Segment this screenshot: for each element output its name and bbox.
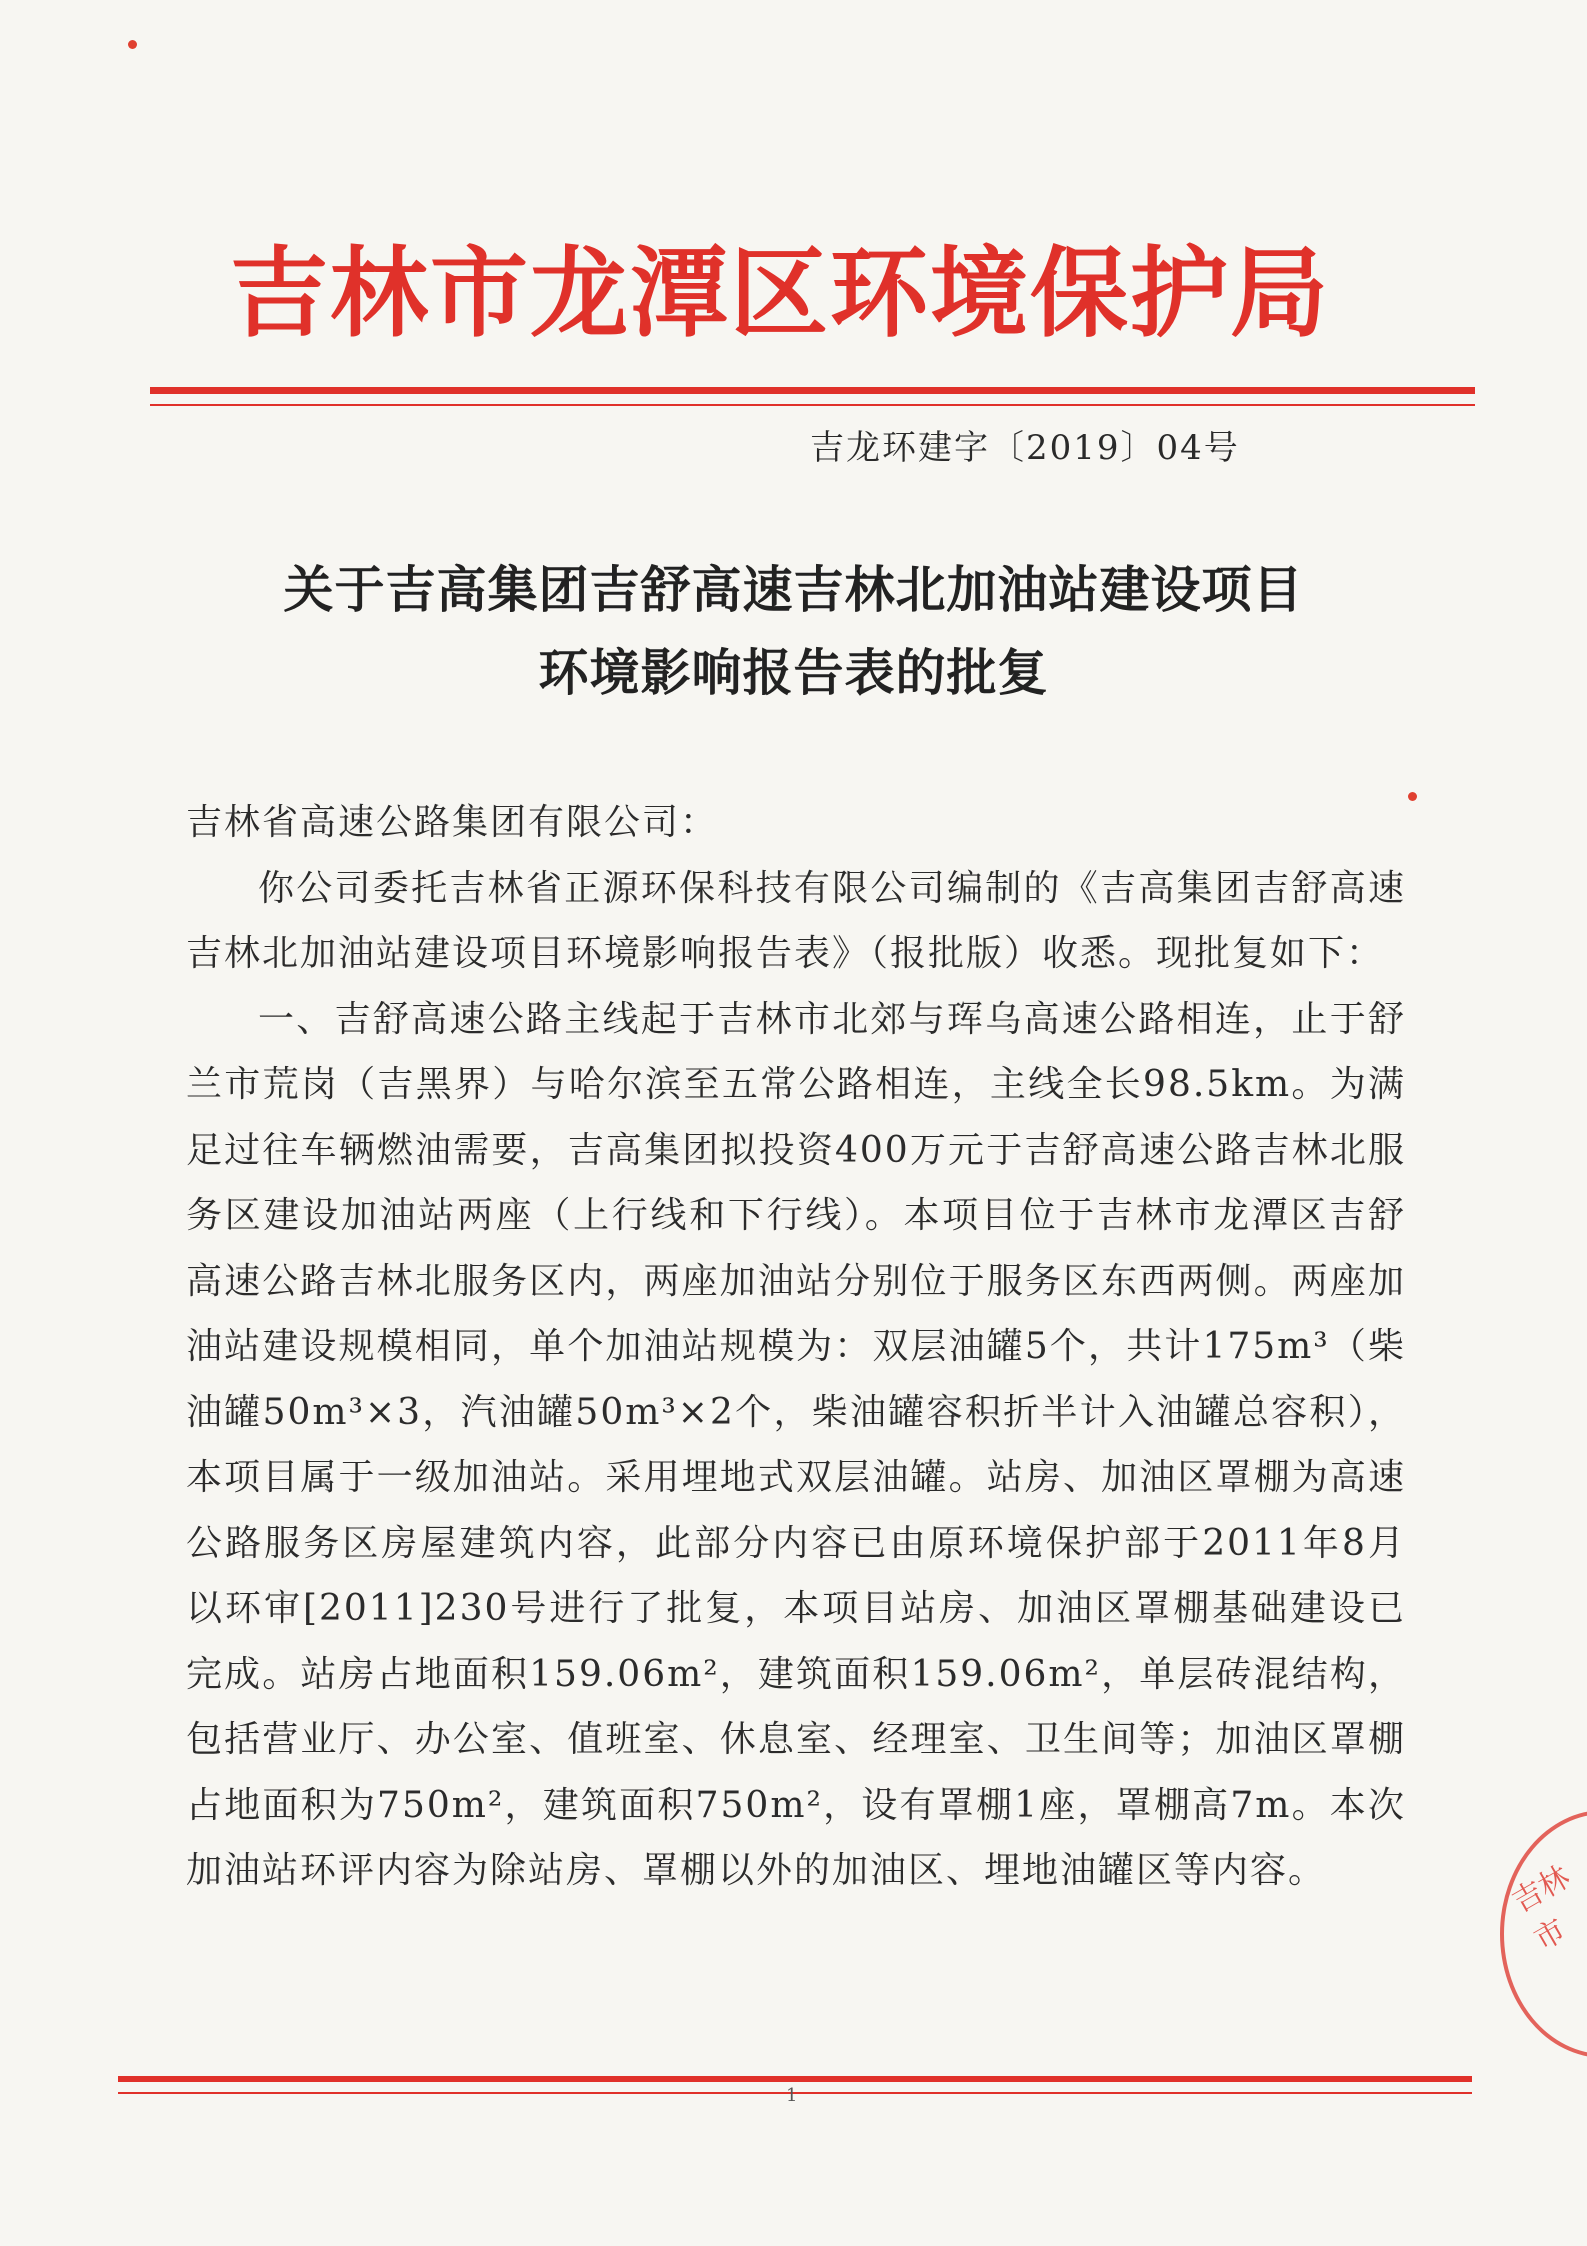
header-rule-thin <box>150 404 1475 406</box>
body-paragraph-2: 一、吉舒高速公路主线起于吉林市北郊与珲乌高速公路相连，止于舒兰市荒岗（吉黑界）与哈尔滨至五常公路相连，主线全长98.5km。为满足过往车辆燃油需要，吉高集团拟投资400万元于吉舒高速公路吉林北服务区建设加油站两座（上行线和下行线）。本项目位于吉林市龙潭区吉舒高速公路吉林北服务区内，两座加油站分别位于服务区东西两侧。两座加油站建设规模相同，单个加油站规模为：双层油罐5个，共计175m³（柴油罐50m³×3，汽油罐50m³×2个，柴油罐容积折半计入油罐总容积），本项目属于一级加油站。采用埋地式双层油罐。站房、加油区罩棚为高速公路服务区房屋建筑内容，此部分内容已由原环境保护部于2011年8月以环审[2011]230号进行了批复，本项目站房、加油区罩棚基础建设已完成。站房占地面积159.06m²，建筑面积159.06m²，单层砖混结构，包括营业厅、办公室、值班室、休息室、经理室、卫生间等；加油区罩棚占地面积为750m²，建筑面积750m²，设有罩棚1座，罩棚高7m。本次加油站环评内容为除站房、罩棚以外的加油区、埋地油罐区等内容。 <box>186 998 1406 1891</box>
red-mark <box>128 40 137 49</box>
document-number: 吉龙环建字〔2019〕04号 <box>810 428 1240 468</box>
document-body <box>186 790 1406 1904</box>
seal-text: 吉林市 <box>1506 1859 1576 1958</box>
document-title-line1: 关于吉高集团吉舒高速吉林北加油站建设项目 <box>283 561 1304 619</box>
header-rule-thick <box>150 387 1475 394</box>
body-paragraph-1: 你公司委托吉林省正源环保科技有限公司编制的《吉高集团吉舒高速吉林北加油站建设项目环境影响报告表》（报批版）收悉。现批复如下： <box>186 867 1406 974</box>
agency-title: 吉林市龙潭区环境保护局 <box>229 237 1330 351</box>
red-mark <box>1408 792 1417 801</box>
page-number: 1 <box>786 2085 798 2106</box>
addressee: 吉林省高速公路集团有限公司： <box>186 802 719 843</box>
document-title-line2: 环境影响报告表的批复 <box>538 644 1049 702</box>
footer-rule-thick <box>118 2076 1472 2082</box>
